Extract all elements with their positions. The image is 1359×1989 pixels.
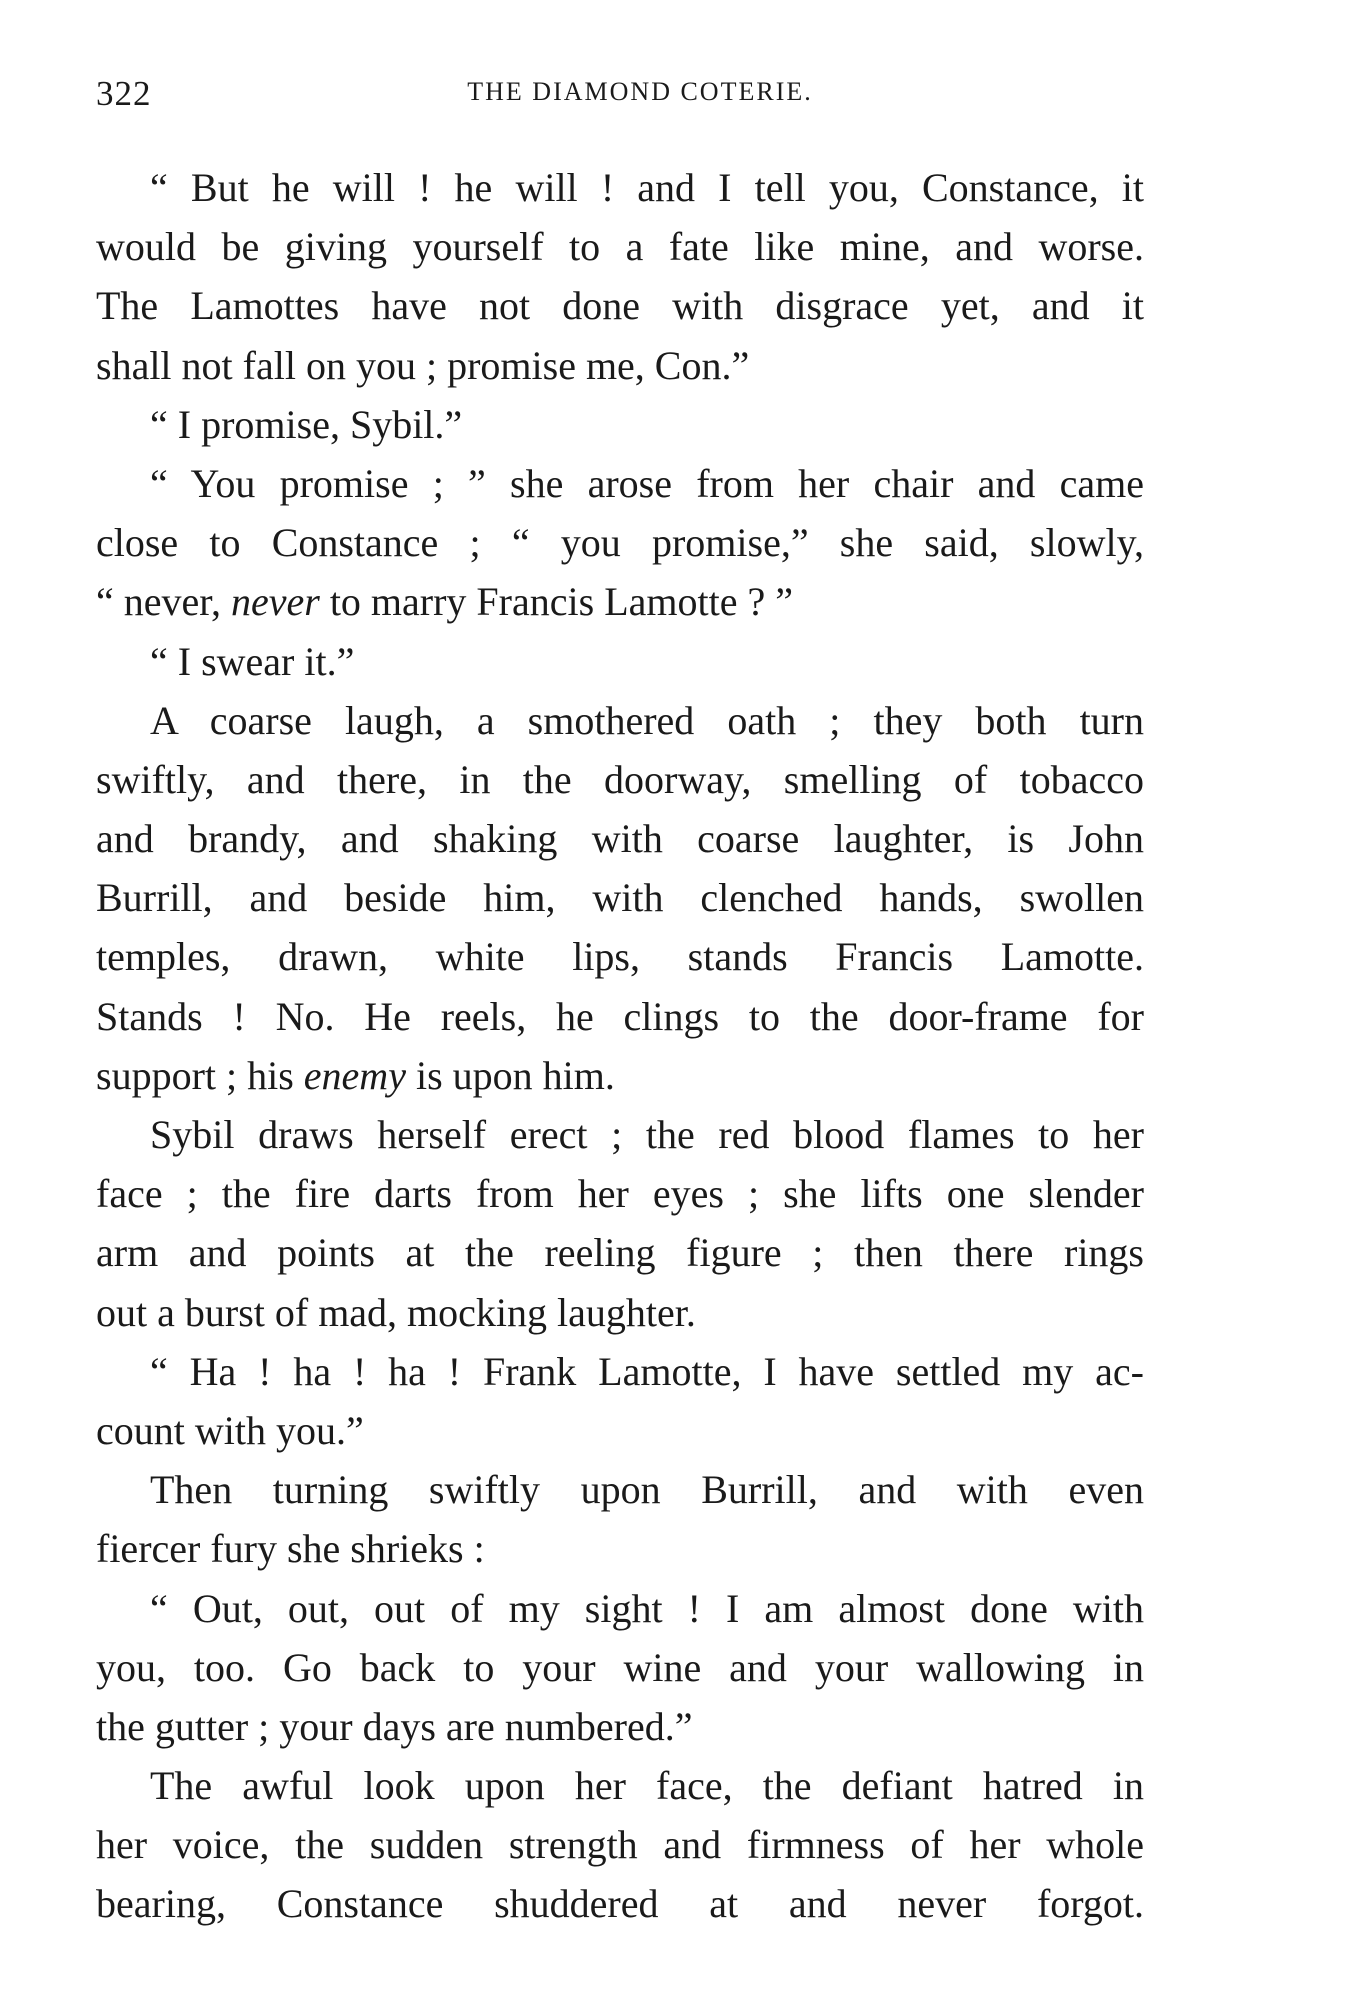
text-line: “ But he will ! he will ! and I tell you, Constance, it [150,165,1144,210]
italic-word: never [230,579,320,625]
text-line: arm and points at the reeling figure ; then there rings [96,1230,1144,1276]
text-line: fiercer fury she shrieks : [96,1526,485,1572]
text-line: “ I swear it.” [150,638,355,684]
text-line: would be giving yourself to a fate like mine, and worse. [96,224,1144,270]
text-segment: “ never, [96,579,231,625]
text-line: Stands ! No. He reels, he clings to the door-frame for [96,993,1144,1039]
running-title: THE DIAMOND COTERIE. [467,77,813,106]
text-line: her voice, the sudden strength and firmness of her whole [96,1822,1144,1868]
text-line: Burrill, and beside him, with clenched hands, swollen [96,875,1144,921]
text-line [96,572,1144,631]
text-line: and brandy, and shaking with coarse laughter, is John [96,816,1144,862]
text-line: “ Ha ! ha ! ha ! Frank Lamotte, I have settled my ac- [150,1348,1144,1394]
text-line: “ You promise ; ” she arose from her chair and came [150,460,1144,506]
body-text [96,158,1144,1934]
text-line: face ; the fire darts from her eyes ; she lifts one slender [96,1171,1144,1217]
text-line: you, too. Go back to your wine and your wallowing in [96,1644,1144,1690]
text-line: bearing, Constance shuddered at and never forgot. [96,1881,1144,1927]
text-line: The awful look upon her face, the defiant hatred in [150,1763,1144,1809]
text-line: the gutter ; your days are numbered.” [96,1703,693,1749]
text-line: out a burst of mad, mocking laughter. [96,1289,696,1335]
text-line: temples, drawn, white lips, stands Francis Lamotte. [96,934,1144,980]
italic-word: enemy [303,1052,406,1098]
text-segment: support ; his [96,1052,304,1098]
text-line: A coarse laugh, a smothered oath ; they both turn [150,697,1144,743]
text-line [96,1046,1144,1105]
text-line: “ I promise, Sybil.” [150,401,463,447]
page-number: 322 [96,74,152,113]
text-line: The Lamottes have not done with disgrace yet, and it [96,283,1144,329]
text-segment: to marry Francis Lamotte ? ” [319,579,793,625]
text-line: close to Constance ; “ you promise,” she said, slowly, [96,520,1144,566]
text-line: count with you.” [96,1407,364,1453]
text-line: “ Out, out, out of my sight ! I am almost done with [150,1585,1144,1631]
running-head [96,74,1144,114]
text-line: Then turning swiftly upon Burrill, and with even [150,1467,1144,1513]
text-line: Sybil draws herself erect ; the red blood flames to her [150,1112,1144,1157]
text-line: shall not fall on you ; promise me, Con.” [96,342,750,388]
text-segment: is upon him. [405,1052,615,1098]
text-line: swiftly, and there, in the doorway, smelling of tobacco [96,756,1144,802]
